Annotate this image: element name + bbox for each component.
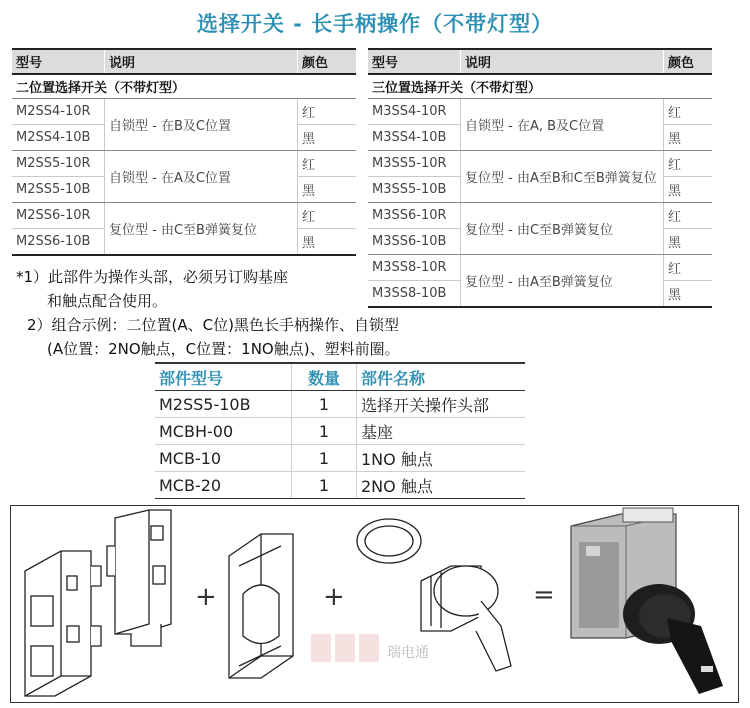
note-2-line-1: 2）组合示例：二位置(A、C位)黑色长手柄操作、自锁型 bbox=[27, 316, 399, 334]
color-cell: 黑 bbox=[664, 229, 713, 255]
header-color: 颜色 bbox=[664, 49, 713, 74]
desc-cell: 复位型 - 由C至B弹簧复位 bbox=[461, 203, 664, 255]
model-cell: M2SS6-10B bbox=[12, 229, 105, 256]
model-cell: M2SS5-10B bbox=[12, 177, 105, 203]
model-cell: M2SS4-10R bbox=[12, 99, 105, 125]
header-model: 型号 bbox=[12, 49, 105, 74]
qty-cell: 1 bbox=[292, 391, 357, 418]
model-cell: M2SS5-10R bbox=[12, 151, 105, 177]
contact-block-1no-illustration bbox=[107, 510, 171, 646]
equals-sign: = bbox=[533, 580, 555, 610]
combination-table bbox=[155, 362, 525, 499]
model-cell: M2SS6-10R bbox=[12, 203, 105, 229]
two-position-table bbox=[12, 48, 356, 256]
qty-cell: 1 bbox=[292, 445, 357, 472]
combo-header-part: 部件型号 bbox=[155, 363, 292, 391]
note-1-line-2: 和触点配合使用。 bbox=[47, 292, 168, 310]
model-cell: M3SS4-10R bbox=[368, 99, 461, 125]
name-cell: 1NO 触点 bbox=[357, 445, 526, 472]
table-row bbox=[155, 445, 525, 472]
color-cell: 黑 bbox=[298, 177, 357, 203]
color-cell: 红 bbox=[664, 255, 713, 281]
part-cell: MCB-10 bbox=[155, 445, 292, 472]
header-desc: 说明 bbox=[461, 49, 664, 74]
color-cell: 红 bbox=[664, 99, 713, 125]
model-cell: M3SS8-10B bbox=[368, 281, 461, 308]
name-cell: 2NO 触点 bbox=[357, 472, 526, 499]
color-cell: 黑 bbox=[298, 125, 357, 151]
part-cell: MCB-20 bbox=[155, 472, 292, 499]
page-title: 选择开关 - 长手柄操作（不带灯型） bbox=[196, 12, 554, 36]
base-holder-illustration bbox=[229, 534, 293, 678]
model-cell: M2SS4-10B bbox=[12, 125, 105, 151]
color-cell: 黑 bbox=[298, 229, 357, 256]
watermark-logo bbox=[311, 634, 379, 662]
three-position-table bbox=[368, 48, 712, 308]
model-cell: M3SS5-10B bbox=[368, 177, 461, 203]
header-desc: 说明 bbox=[105, 49, 298, 74]
desc-cell: 自锁型 - 在A及C位置 bbox=[105, 151, 298, 203]
combo-header-qty: 数量 bbox=[292, 363, 357, 391]
table-row bbox=[155, 472, 525, 499]
model-cell: M3SS8-10R bbox=[368, 255, 461, 281]
group-label: 二位置选择开关（不带灯型） bbox=[12, 74, 356, 99]
color-cell: 红 bbox=[298, 151, 357, 177]
desc-cell: 自锁型 - 在A, B及C位置 bbox=[461, 99, 664, 151]
desc-cell: 自锁型 - 在B及C位置 bbox=[105, 99, 298, 151]
header-color: 颜色 bbox=[298, 49, 357, 74]
table-row bbox=[155, 418, 525, 445]
color-cell: 黑 bbox=[664, 281, 713, 308]
note-1-line-1: *1）此部件为操作头部，必须另订购基座 bbox=[16, 268, 289, 286]
qty-cell: 1 bbox=[292, 472, 357, 499]
desc-cell: 复位型 - 由A至B和C至B弹簧复位 bbox=[461, 151, 664, 203]
color-cell: 红 bbox=[298, 99, 357, 125]
color-cell: 黑 bbox=[664, 125, 713, 151]
color-cell: 红 bbox=[298, 203, 357, 229]
name-cell: 基座 bbox=[357, 418, 526, 445]
model-cell: M3SS6-10R bbox=[368, 203, 461, 229]
assembled-switch-illustration bbox=[571, 508, 723, 694]
name-cell: 选择开关操作头部 bbox=[357, 391, 526, 418]
color-cell: 红 bbox=[664, 151, 713, 177]
operator-head-illustration bbox=[357, 519, 511, 671]
plus-sign: + bbox=[323, 582, 345, 612]
desc-cell: 复位型 - 由A至B弹簧复位 bbox=[461, 255, 664, 308]
plus-sign: + bbox=[195, 582, 217, 612]
color-cell: 红 bbox=[664, 203, 713, 229]
color-cell: 黑 bbox=[664, 177, 713, 203]
note-2-line-2: (A位置：2NO触点，C位置：1NO触点)、塑料前圈。 bbox=[47, 340, 400, 358]
part-cell: MCBH-00 bbox=[155, 418, 292, 445]
assembly-illustration bbox=[11, 506, 738, 702]
assembly-figure bbox=[10, 505, 739, 703]
model-cell: M3SS4-10B bbox=[368, 125, 461, 151]
group-label: 三位置选择开关（不带灯型） bbox=[368, 74, 712, 99]
model-cell: M3SS6-10B bbox=[368, 229, 461, 255]
header-model: 型号 bbox=[368, 49, 461, 74]
desc-cell: 复位型 - 由C至B弹簧复位 bbox=[105, 203, 298, 256]
model-cell: M3SS5-10R bbox=[368, 151, 461, 177]
part-cell: M2SS5-10B bbox=[155, 391, 292, 418]
combo-header-name: 部件名称 bbox=[357, 363, 526, 391]
table-row bbox=[155, 391, 525, 418]
watermark-text: 瑞电通 bbox=[387, 645, 429, 661]
qty-cell: 1 bbox=[292, 418, 357, 445]
contact-block-2no-illustration bbox=[25, 551, 101, 696]
